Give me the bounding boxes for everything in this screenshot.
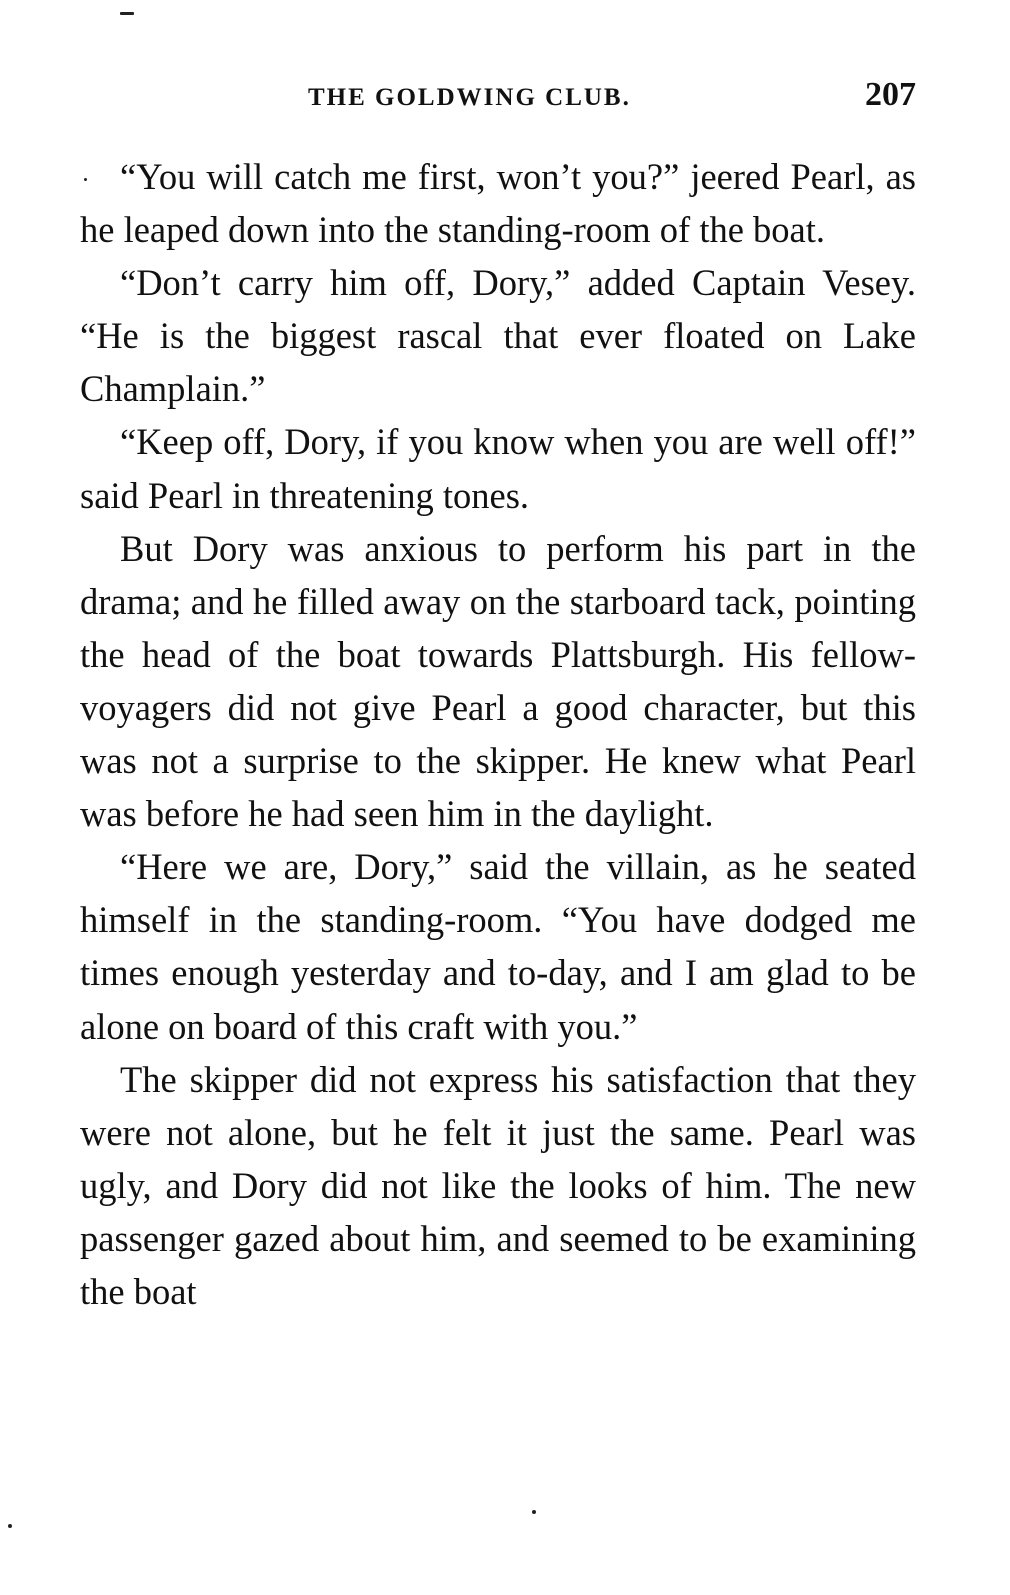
print-speck [84,178,87,181]
page-number: 207 [865,76,916,113]
body-text [80,150,916,1318]
paragraph: “Don’t carry him off, Dory,” added Captain Vesey. “He is the biggest rascal that ever floated on Lake Champlain.” [80,262,916,410]
paragraph: “You will catch me first, won’t you?” jeered Pearl, as he leaped down into the standing-room of the boat. [80,156,916,251]
print-speck [120,12,134,15]
paragraph: But Dory was anxious to perform his part in the drama; and he filled away on the starboard tack, pointing the head of the boat towards Plattsburgh. His fellow-voyagers did not give Pearl a good character, but this was not a surprise to the skipper. He knew what Pearl was before he had seen him in the daylight. [80,527,916,835]
running-title: THE GOLDWING CLUB. [308,84,631,111]
paragraph: The skipper did not express his satisfaction that they were not alone, but he felt it just the same. Pearl was ugly, and Dory did not like the looks of him. The new passenger gazed about him, and seemed to be examining the boat [80,1058,916,1312]
running-head [80,76,918,120]
paragraph: “Here we are, Dory,” said the villain, as he seated himself in the standing-room. “You have dodged me times enough yesterday and to-day, and I am glad to be alone on board of this craft with you.” [80,846,916,1047]
paragraph: “Keep off, Dory, if you know when you are well off!” said Pearl in threatening tones. [80,421,916,516]
print-speck [532,1510,536,1514]
print-speck [8,1524,12,1528]
